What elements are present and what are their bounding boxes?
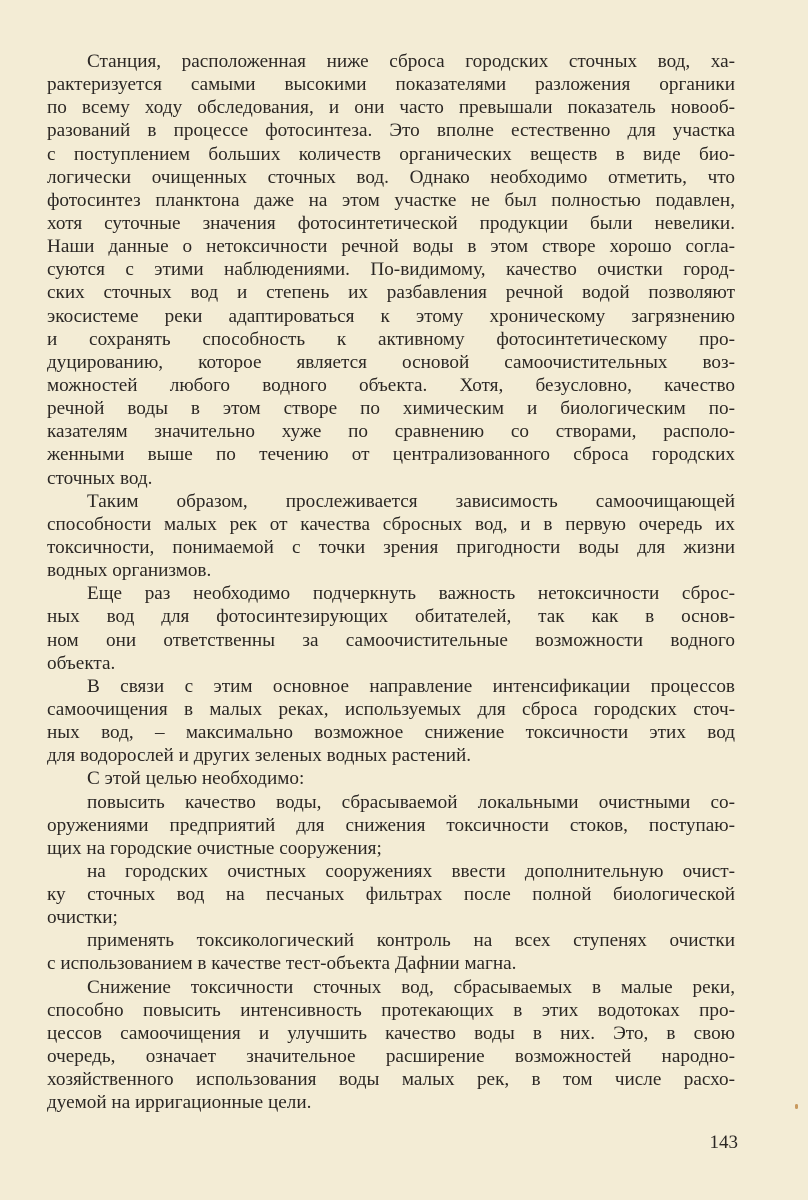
text-line: с использованием в качестве тест-объекта Дафнии магна. xyxy=(47,953,517,975)
text-line: способности малых рек от качества сбросных вод, и в первую очередь их xyxy=(47,513,735,535)
text-line: экосистеме реки адаптироваться к этому хроническому загрязнению xyxy=(47,305,735,327)
text-line: В связи с этим основное направление интенсификации процессов xyxy=(87,675,735,697)
text-line: водных организмов. xyxy=(47,560,212,582)
text-line: ских сточных вод и степень их разбавления речной водой позволяют xyxy=(47,282,735,304)
text-line: цессов самоочищения и улучшить качество воды в них. Это, в свою xyxy=(47,1022,735,1044)
text-line: ных вод для фотосинтезирующих обитателей, так как в основ- xyxy=(47,606,735,628)
text-line: фотосинтез планктона даже на этом участке не был полностью подавлен, xyxy=(47,189,735,211)
text-line: Станция, расположенная ниже сброса городских сточных вод, ха- xyxy=(87,51,735,72)
text-line: суются с этими наблюдениями. По-видимому, качество очистки город- xyxy=(47,259,735,281)
text-line: ку сточных вод на песчаных фильтрах после полной биологической xyxy=(47,884,735,906)
text-line: хотя суточные значения фотосинтетической продукции были невелики. xyxy=(47,212,735,234)
text-line: Наши данные о нетоксичности речной воды в этом створе хорошо согла- xyxy=(47,236,735,258)
text-line: дуцированию, которое является основой самоочистительных воз- xyxy=(47,351,735,373)
text-line: можностей любого водного объекта. Хотя, безусловно, качество xyxy=(47,374,735,396)
text-line: сточных вод. xyxy=(47,467,153,489)
paper-speck xyxy=(795,1104,798,1109)
text-line: С этой целью необходимо: xyxy=(87,768,305,790)
paragraph-purpose-intro xyxy=(47,767,735,790)
text-line: для водорослей и других зеленых водных растений. xyxy=(47,745,472,767)
paragraph-station-description xyxy=(47,50,735,490)
text-line: ных вод, – максимально возможное снижение токсичности этих вод xyxy=(47,722,735,744)
text-line: на городских очистных сооружениях ввести дополнительную очист- xyxy=(87,860,735,882)
text-line: по всему ходу обследования, и они часто превышали показатель новооб- xyxy=(47,97,735,119)
list-item-sand-filters xyxy=(47,860,735,929)
text-line: повысить качество воды, сбрасываемой локальными очистными со- xyxy=(87,791,735,813)
paragraph-main-direction xyxy=(47,675,735,768)
text-line: хозяйственного использования воды малых рек, в том числе расхо- xyxy=(47,1069,735,1091)
text-line: Еще раз необходимо подчеркнуть важность нетоксичности сброс- xyxy=(87,583,735,605)
text-line: дуемой на ирригационные цели. xyxy=(47,1092,312,1114)
text-line: Таким образом, прослеживается зависимость самоочищающей xyxy=(87,490,735,512)
text-line: самоочищения в малых реках, используемых для сброса городских сточ- xyxy=(47,698,735,720)
paragraph-dependence xyxy=(47,490,735,583)
text-line: Снижение токсичности сточных вод, сбрасываемых в малые реки, xyxy=(87,976,735,998)
text-line: разований в процессе фотосинтеза. Это вполне естественно для участка xyxy=(47,120,735,142)
text-line: речной воды в этом створе по химическим и биологическим по- xyxy=(47,398,735,420)
text-line: ном они ответственны за самоочистительные возможности водного xyxy=(47,629,735,651)
text-line: очистки; xyxy=(47,907,118,929)
text-line: токсичности, понимаемой с точки зрения пригодности воды для жизни xyxy=(47,536,735,558)
paragraph-importance xyxy=(47,582,735,675)
list-item-local-treatment xyxy=(47,791,735,860)
list-item-toxicology-control xyxy=(47,929,735,975)
text-line: очередь, означает значительное расширение возможностей народно- xyxy=(47,1046,735,1068)
text-line: казателям значительно хуже по сравнению со створами, располо- xyxy=(47,421,735,443)
text-line: способно повысить интенсивность протекающих в этих водотоках про- xyxy=(47,999,735,1021)
text-line: оружениями предприятий для снижения токсичности стоков, поступаю- xyxy=(47,814,735,836)
text-line: рактеризуется самыми высокими показателями разложения органики xyxy=(47,74,735,96)
text-line: женными выше по течению от централизованного сброса городских xyxy=(47,444,735,466)
text-line: объекта. xyxy=(47,652,116,674)
text-line: щих на городские очистные сооружения; xyxy=(47,837,382,859)
page-number: 143 xyxy=(709,1132,738,1153)
paragraph-conclusion xyxy=(47,976,735,1115)
text-line: и сохранять способность к активному фотосинтетическому про- xyxy=(47,328,735,350)
text-line: с поступлением больших количеств органических веществ в виде био- xyxy=(47,143,735,165)
text-line: логически очищенных сточных вод. Однако необходимо отметить, что xyxy=(47,166,735,188)
text-line: применять токсикологический контроль на всех ступенях очистки xyxy=(87,930,735,952)
body-text xyxy=(47,50,735,1114)
